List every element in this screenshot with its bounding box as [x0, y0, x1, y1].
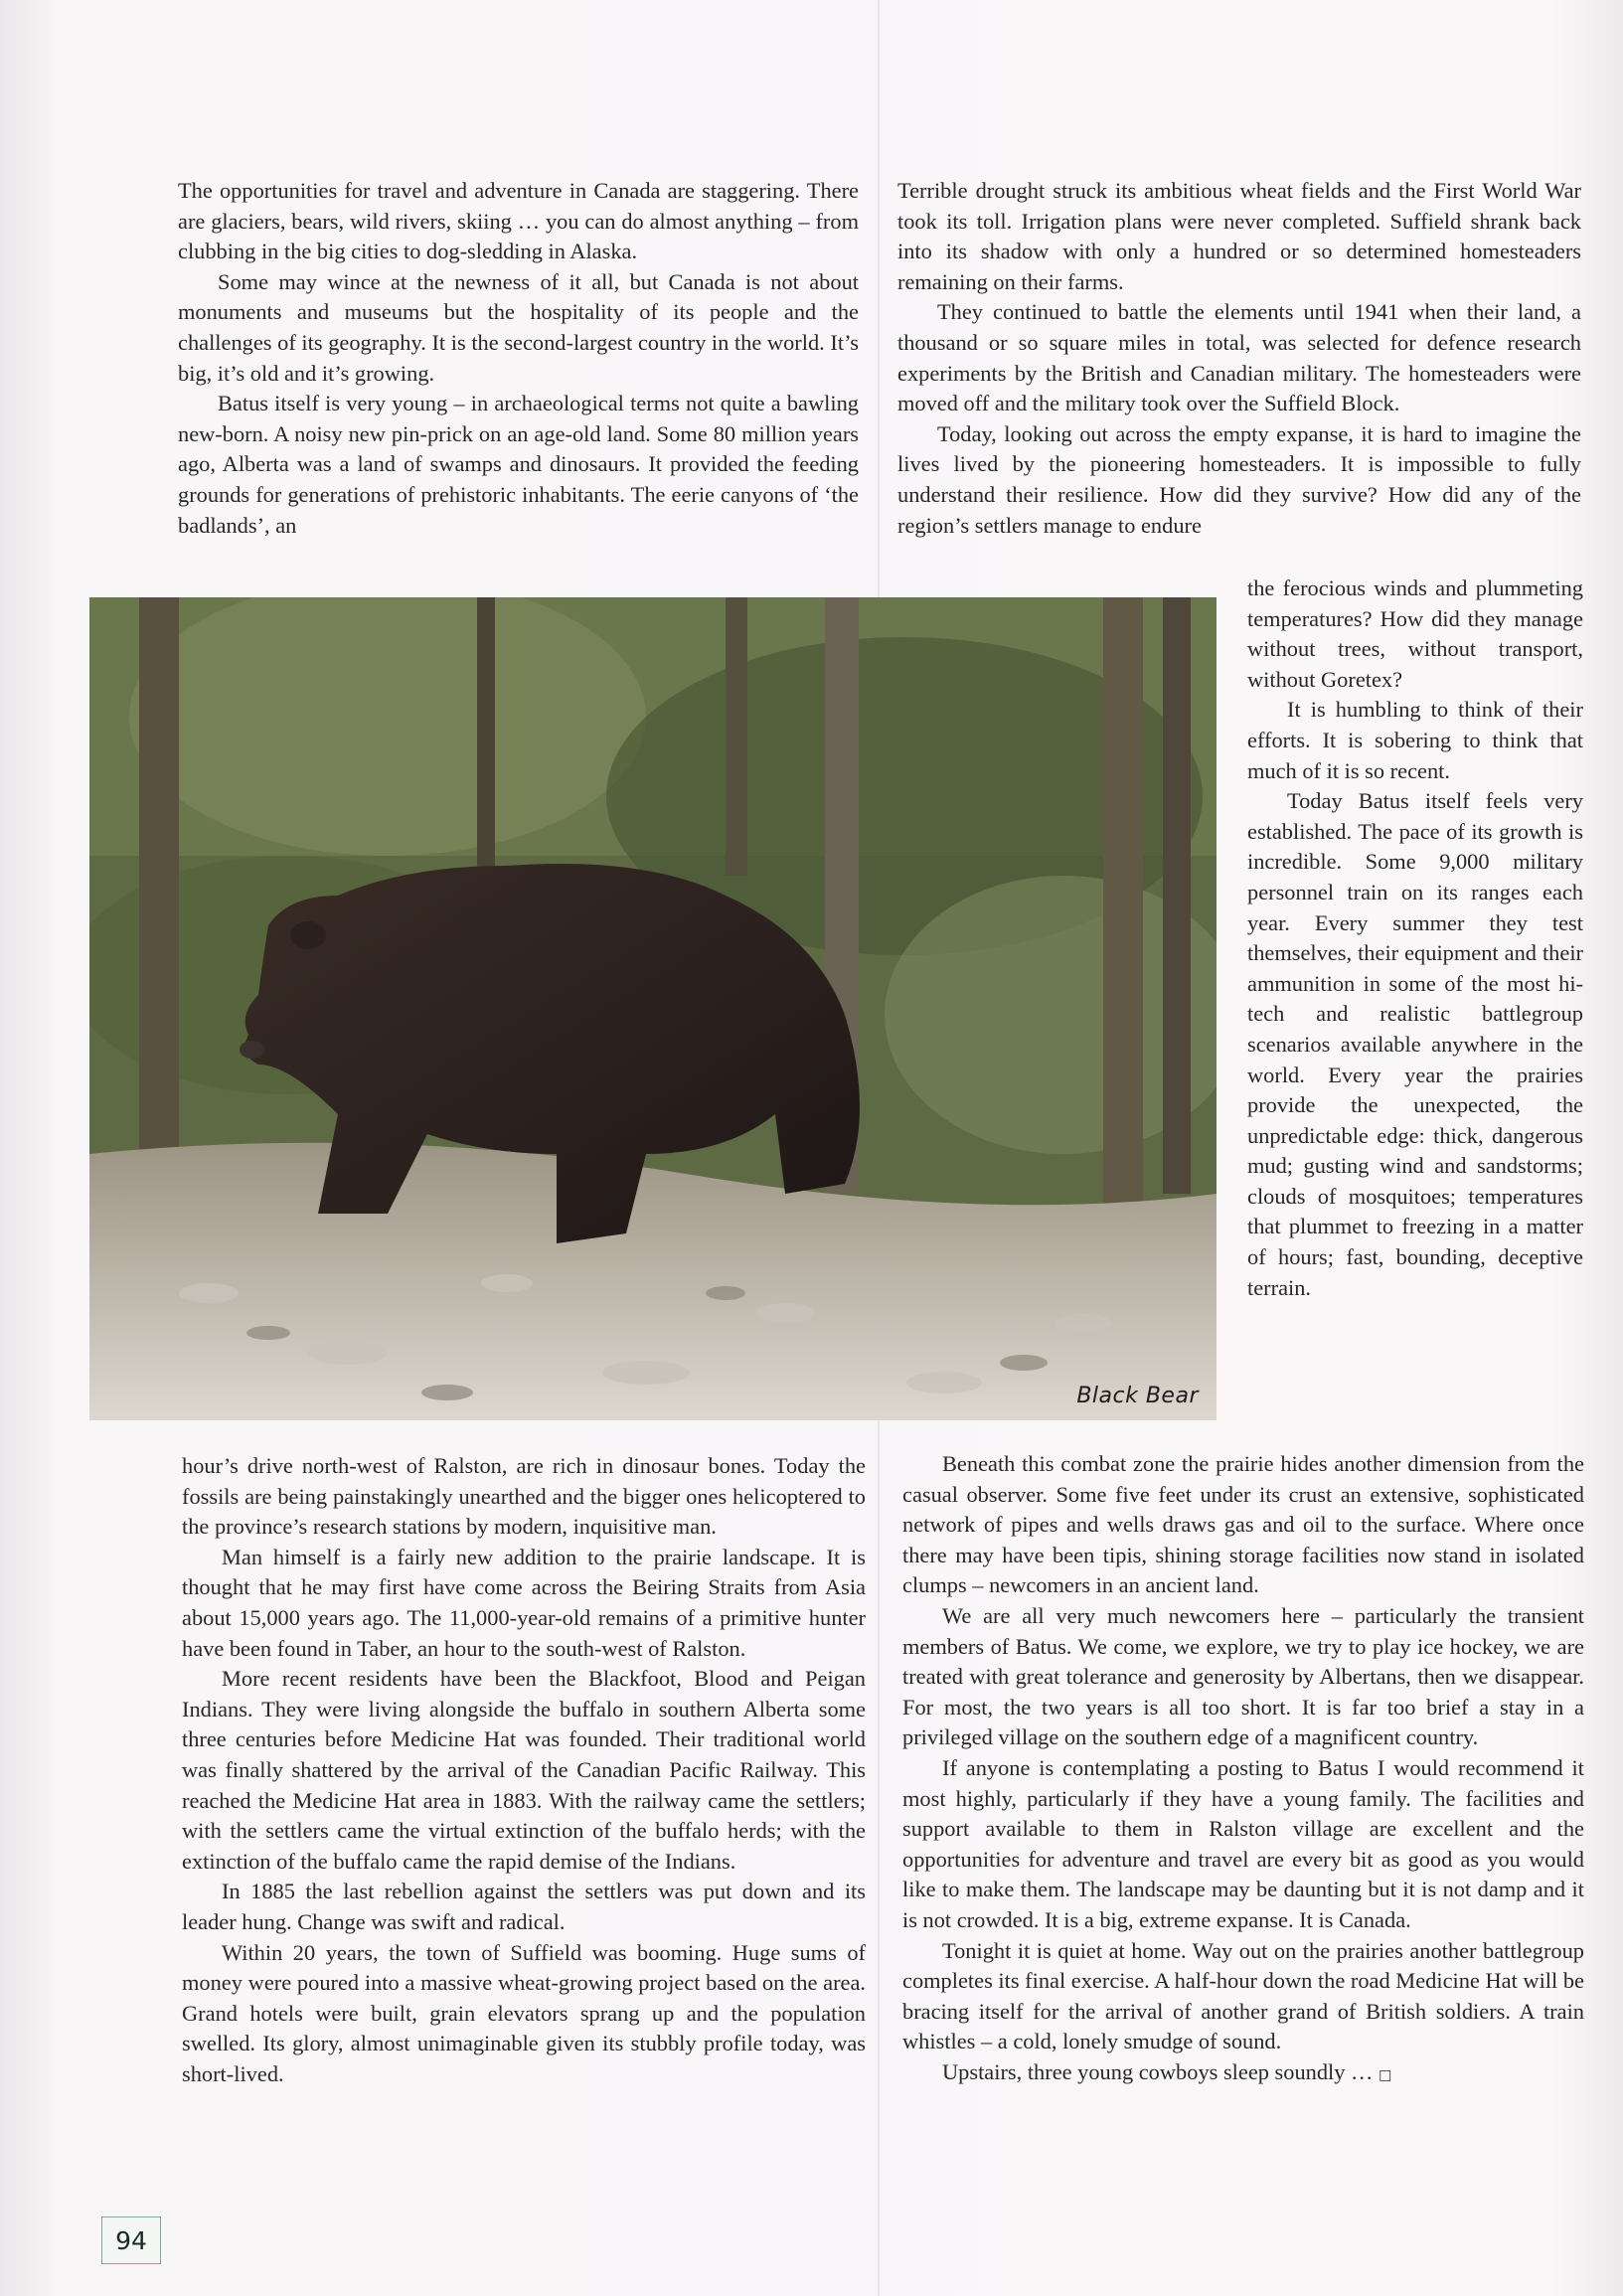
paragraph: It is humbling to think of their efforts. It is sobering to think that much of it is so recent. — [1247, 697, 1583, 783]
column-left-top — [178, 176, 859, 541]
paragraph: Within 20 years, the town of Suffield was booming. Huge sums of money were poured into a massive wheat-growing project based on the area. Grand hotels were built, grain elevators sprang up and the population swelled. Its glory, almost unimaginable given its stubbly profile today, was short-lived. — [182, 1939, 866, 2086]
paragraph: hour’s drive north-west of Ralston, are rich in dinosaur bones. Today the fossils are being painstakingly unearthed and the bigger ones helicoptered to the province’s research stations by modern, inquisitive man. — [182, 1453, 866, 1540]
paragraph-final — [902, 2057, 1584, 2091]
paragraph: Man himself is a fairly new addition to the prairie landscape. It is thought that he may first have come across the Beiring Straits from Asia about 15,000 years ago. The 11,000-year-old remains of a primitive hunter have been found in Taber, an hour to the south-west of Ralston. — [182, 1544, 866, 1661]
end-mark-icon: □ — [1379, 2066, 1392, 2083]
paragraph: Terrible drought struck its ambitious wheat fields and the First World War took its toll. Irrigation plans were never completed. Suffield shrank back into its shadow with only a hundred or so determined homesteaders remaining on their farms. — [897, 178, 1581, 294]
paragraph: Today, looking out across the empty expanse, it is hard to imagine the lives lived by the pioneering homesteaders. It is impossible to fully understand their resilience. How did they survive? How did any of the region’s settlers manage to endure — [897, 420, 1581, 538]
paragraph: The opportunities for travel and adventure in Canada are staggering. There are glaciers, bears, wild rivers, skiing … you can do almost anything – from clubbing in the big cities to dog-sledding in Alaska. — [178, 178, 859, 264]
paragraph: More recent residents have been the Blackfoot, Blood and Peigan Indians. They were living alongside the buffalo in southern Alberta some three centuries before Medicine Hat was founded. Their traditional world was finally shattered by the arrival of the Canadian Pacific Railway. This reached the Medicine Hat area in 1883. With the railway came the settlers; with the settlers came the virtual extinction of the buffalo herds; with the extinction of the buffalo came the rapid demise of the Indians. — [182, 1666, 866, 1874]
paragraph: If anyone is contemplating a posting to Batus I would recommend it most highly, particularly if they have a young family. The facilities and support available to them in Ralston village are excellent and the opportunities for adventure and travel are every bit as good as you would like to make them. The landscape may be daunting but it is not damp and it is not crowded. It is a big, extreme expanse. It is Canada. — [902, 1754, 1584, 1932]
bear-photo — [89, 597, 1217, 1420]
paragraph: Some may wince at the newness of it all, but Canada is not about monuments and museums but the hospitality of its people and the challenges of its geography. It is the second-largest country in the world. It’s big, it’s old and it’s growing. — [178, 268, 859, 386]
paragraph: Tonight it is quiet at home. Way out on the prairies another battlegroup completes its final exercise. A half-hour down the road Medicine Hat will be bracing itself for the arrival of another grand of British soldiers. A train whistles – a cold, lonely smudge of sound. — [902, 1937, 1584, 2054]
column-right-bottom — [902, 1449, 1584, 2090]
paragraph: Beneath this combat zone the prairie hides another dimension from the casual observer. Some five feet under its crust an extensive, sophisticated network of pipes and wells draws gas and oil to the surface. Where once there may have been tipis, shining storage facilities now stand in isolated clumps – newcomers in an ancient land. — [902, 1451, 1584, 1598]
paragraph: Batus itself is very young – in archaeological terms not quite a bawling new-born. A noisy new pin-prick on an age-old land. Some 80 million years ago, Alberta was a land of swamps and dinosaurs. It provided the feeding grounds for generations of prehistoric inhabitants. The eerie canyons of ‘the badlands’, an — [178, 391, 859, 538]
photo-caption: Black Bear — [1076, 1384, 1199, 1408]
column-right-side — [1247, 574, 1583, 1303]
paragraph: Today Batus itself feels very established. The pace of its growth is incredible. Some 9,000 military personnel train on its ranges each year. Every summer they test themselves, their equipment and their ammunition in some of the most hi-tech and realistic battlegroup scenarios available anywhere in the world. Every year the prairies provide the unexpected, the unpredictable edge: thick, dangerous mud; gusting wind and sandstorms; clouds of mosquitoes; temperatures that plummet to freezing in a matter of hours; fast, bounding, deceptive terrain. — [1247, 788, 1583, 1300]
paragraph: the ferocious winds and plummeting temperatures? How did they manage without trees, without transport, without Goretex? — [1247, 575, 1583, 692]
paragraph: They continued to battle the elements until 1941 when their land, a thousand or so square miles in total, was selected for defence research experiments by the British and Canadian military. The homesteaders were moved off and the military took over the Suffield Block. — [897, 299, 1581, 416]
bear-photo-illustration — [89, 597, 1217, 1420]
final-sentence: Upstairs, three young cowboys sleep soundly … — [942, 2058, 1374, 2084]
paragraph: In 1885 the last rebellion against the settlers was put down and its leader hung. Change was swift and radical. — [182, 1879, 866, 1934]
page-number: 94 — [101, 2216, 161, 2264]
column-right-top — [897, 176, 1581, 541]
column-left-bottom — [182, 1451, 866, 2089]
paragraph: We are all very much newcomers here – particularly the transient members of Batus. We come, we explore, we try to play ice hockey, we are treated with great tolerance and generosity by Albertans, then we disappear. For most, the two years is all too short. It is far too brief a stay in a privileged village on the southern edge of a magnificent country. — [902, 1602, 1584, 1750]
